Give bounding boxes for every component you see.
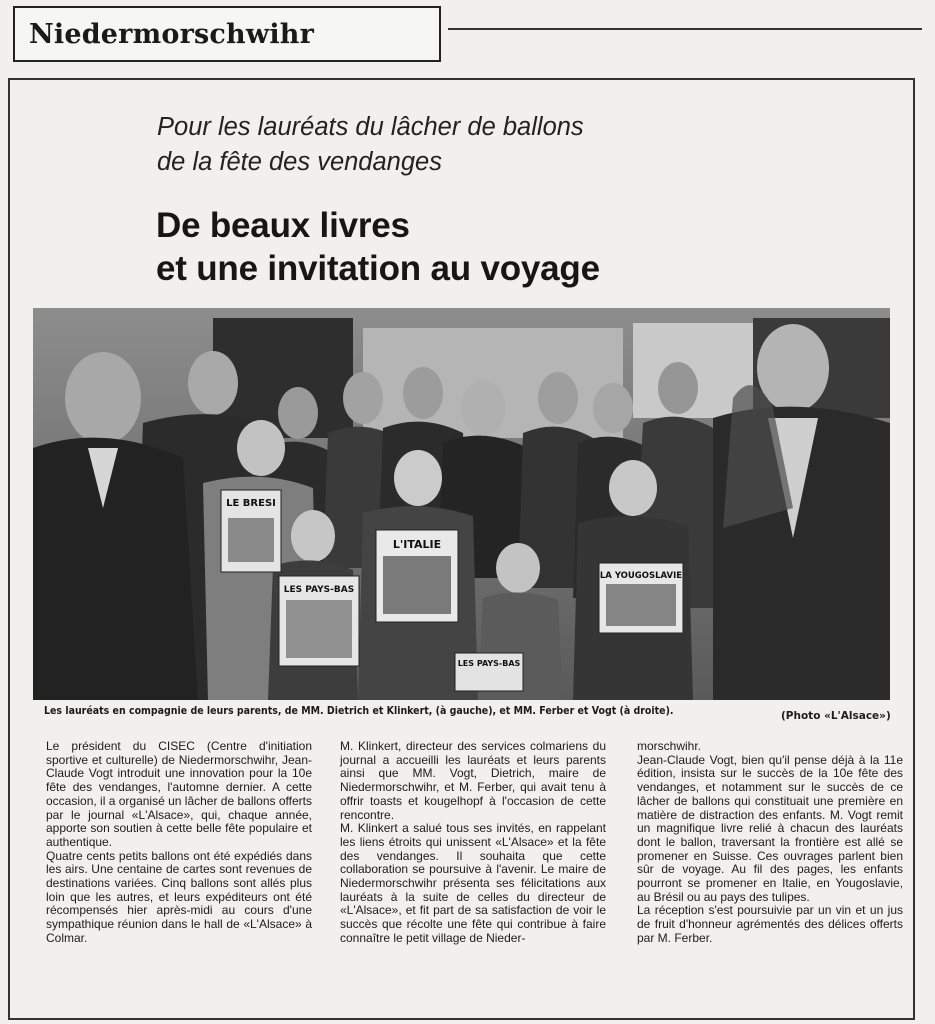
book-title: LES PAYS-BAS [457,659,521,668]
article-column-3: morschwihr. Jean-Claude Vogt, bien qu'il pense déjà à la 11e édition, insista sur le succès de la 10e fête des vendanges, et notamment sur le succès de ce lâcher de ballons qui constituait une première en matière de distraction des enfants. M. Vogt remit un magnifique livre relié à chacun des lauréats dont le ballon, traversant la frontière est allé se promener en Suisse. Ces ouvrages parlent bien sûr de voyage. Au fil des pages, les enfants pourront se promener en Italie, en Yougoslavie, au Brésil ou au pays des tulipes. La réception s'est poursuivie par un vin et un jus de fruit d'honneur agrémentés des délices offerts par M. Ferber. [637,739,903,945]
book-title: L'ITALIE [392,538,442,551]
section-town-title: Niedermorschwihr [29,19,315,50]
article-column-2: M. Klinkert, directeur des services colmariens du journal a accueilli les lauréats et leurs parents ainsi que MM. Vogt, Dietrich, maire de Niedermorschwihr, et M. Ferber, qui avait tenu à offrir toasts et kougelhopf à l'occasion de cette rencontre. M. Klinkert a salué tous ses invités, en rappelant les liens étroits qui unissent «L'Alsace» et la fête des vendanges. Il souhaita que cette collaboration se poursuive à l'avenir. Le maire de Niedermorschwihr présenta ses félicitations aux lauréats à la suite de celles du directeur de «L'Alsace», et fit part de sa satisfaction de voir le succès que récolte une fête qui contribue à faire connaître le petit village de Nieder- [340,739,606,945]
header-rule [448,28,922,30]
article-headline [156,204,600,290]
book-cover [455,653,523,691]
news-photo [33,308,890,700]
kicker-line-2: de la fête des vendanges [157,148,442,176]
headline-line-2: et une invitation au voyage [156,249,600,288]
photo-credit: (Photo «L'Alsace») [781,710,891,722]
book-title: LE BRESI [226,498,276,509]
book-cover [221,490,281,572]
book-title: LES PAYS-BAS [283,585,355,595]
photo-illustration [33,308,890,700]
book-title: LA YOUGOSLAVIE [599,571,683,581]
article-kicker [157,110,584,180]
kicker-line-1: Pour les lauréats du lâcher de ballons [157,113,584,141]
headline-line-1: De beaux livres [156,206,410,245]
book-cover [599,563,683,633]
book-cover [376,530,458,622]
photo-caption: Les lauréats en compagnie de leurs parents, de MM. Dietrich et Klinkert, (à gauche), et MM. Ferber et Vogt (à droite). [44,705,674,717]
book-cover [279,576,359,666]
masthead-box [13,6,441,62]
article-column-1: Le président du CISEC (Centre d'initiation sportive et culturelle) de Niedermorschwihr, Jean-Claude Vogt introduit une innovation pour la 10e fête des vendanges, l'automne dernier. A cette occasion, il a organisé un lâcher de ballons offerts par le journal «L'Alsace», qui, chaque année, apporte son soutien à cette belle fête populaire et authentique. Quatre cents petits ballons ont été expédiés dans les airs. Une centaine de cartes sont revenues de destinations variées. Cinq ballons sont allés plus loin que les autres, et leurs expéditeurs ont été récompensés hier après-midi au cours d'une sympathique réunion dans le hall de «L'Alsace» à Colmar. [46,739,312,945]
